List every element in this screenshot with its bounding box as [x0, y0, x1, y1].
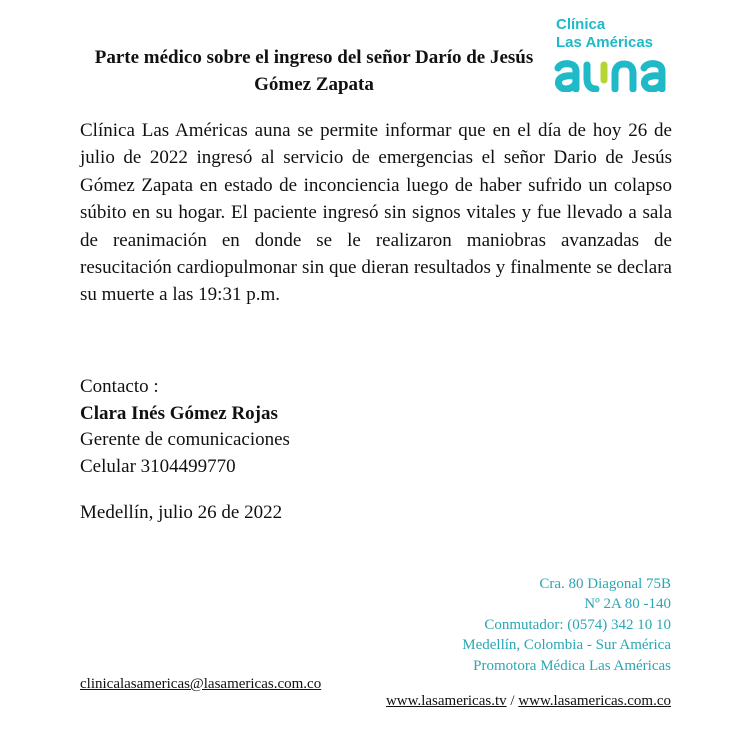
date-line: Medellín, julio 26 de 2022 — [80, 502, 283, 523]
body-paragraph: Clínica Las Américas auna se permite informar que en el día de hoy 26 de julio de 2022 ingresó al servicio de emergencias el señor Dario de Jesús Gómez Zapata en estado de inconciencia luego de haber sufrido un colapso súbito en su hogar. El paciente ingresó sin signos vitales y fue llevado a sala de reanimación en donde se le realizaron maniobras avanzadas de resucitación cardiopulmonar sin que dieran resultados y finalmente se declara su muerte a las 19:31 p.m. — [80, 120, 672, 306]
document-title: Parte médico sobre el ingreso del señor Darío de Jesús Gómez Zapata — [94, 47, 534, 95]
contact-phone: Celular 3104499770 — [80, 455, 236, 477]
contact-label: Contacto : — [80, 376, 159, 397]
link-separator: / — [506, 693, 519, 709]
logo-line-clinica: Clínica — [556, 16, 606, 33]
website-link-com-co[interactable]: www.lasamericas.com.co — [518, 693, 671, 709]
address-line: Nº 2A 80 -140 — [584, 596, 671, 613]
address-line: Promotora Médica Las Américas — [473, 657, 671, 674]
clinic-logo — [554, 14, 684, 94]
web-links — [386, 692, 671, 710]
auna-wordmark-logo — [554, 58, 674, 92]
contact-name: Clara Inés Gómez Rojas — [80, 402, 278, 424]
contact-role: Gerente de comunicaciones — [80, 429, 290, 450]
footer-address — [462, 574, 671, 676]
website-link-tv[interactable]: www.lasamericas.tv — [385, 693, 507, 709]
logo-line-las-americas: Las Américas — [556, 34, 654, 51]
contact-block — [80, 374, 290, 480]
address-line: Cra. 80 Diagonal 75B — [539, 576, 671, 592]
address-line: Medellín, Colombia - Sur América — [462, 637, 671, 654]
email-link[interactable]: clinicalasamericas@lasamericas.com.co — [80, 676, 322, 692]
address-line: Conmutador: (0574) 342 10 10 — [484, 616, 671, 633]
